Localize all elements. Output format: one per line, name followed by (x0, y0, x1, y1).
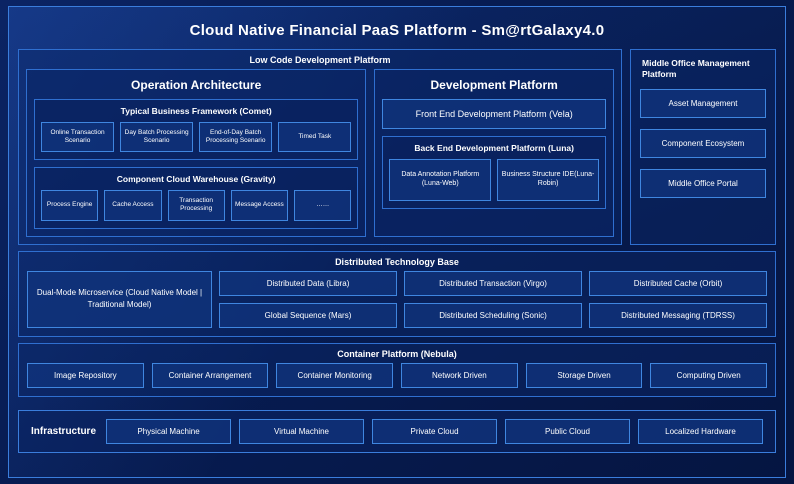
chip-physical-machine[interactable]: Physical Machine (106, 419, 231, 444)
chip-distributed-cache[interactable]: Distributed Cache (Orbit) (589, 271, 767, 296)
chip-middle-office-portal[interactable]: Middle Office Portal (640, 169, 766, 198)
chip-asset-management[interactable]: Asset Management (640, 89, 766, 118)
operation-architecture-title: Operation Architecture (131, 78, 262, 92)
back-end-development-platform-title: Back End Development Platform (Luna) (414, 143, 574, 153)
distributed-column-2 (404, 271, 582, 328)
chip-dual-mode-microservice[interactable]: Dual-Mode Microservice (Cloud Native Model | Traditional Model) (27, 271, 212, 328)
middle-office-items (640, 89, 766, 235)
chip-distributed-scheduling[interactable]: Distributed Scheduling (Sonic) (404, 303, 582, 328)
low-code-platform-title: Low Code Development Platform (249, 55, 391, 65)
chip-localized-hardware[interactable]: Localized Hardware (638, 419, 763, 444)
low-code-platform-panel (18, 49, 622, 245)
diagram-body (18, 49, 776, 469)
distributed-column-3 (589, 271, 767, 328)
chip-business-structure-ide[interactable]: Business Structure IDE(Luna-Robin) (497, 159, 599, 201)
back-end-items (389, 159, 599, 201)
chip-distributed-data[interactable]: Distributed Data (Libra) (219, 271, 397, 296)
chip-image-repository[interactable]: Image Repository (27, 363, 144, 388)
chip-cache-access[interactable]: Cache Access (104, 190, 161, 220)
chip-end-of-day-batch-processing-scenario[interactable]: End-of-Day Batch Processing Scenario (199, 122, 272, 152)
typical-business-framework-group (34, 99, 358, 160)
chip-network-driven[interactable]: Network Driven (401, 363, 518, 388)
top-row (18, 49, 776, 245)
container-platform-panel (18, 343, 776, 397)
chip-private-cloud[interactable]: Private Cloud (372, 419, 497, 444)
chip-online-transaction-scenario[interactable]: Online Transaction Scenario (41, 122, 114, 152)
chip-timed-task[interactable]: Timed Task (278, 122, 351, 152)
diagram-frame (8, 6, 786, 478)
chip-process-engine[interactable]: Process Engine (41, 190, 98, 220)
typical-business-framework-items (41, 122, 351, 152)
page-title: Cloud Native Financial PaaS Platform - Sm@rtGalaxy4.0 (189, 22, 605, 39)
chip-more-ellipsis[interactable]: …… (294, 190, 351, 220)
infrastructure-items (106, 419, 763, 444)
component-cloud-warehouse-group (34, 167, 358, 228)
chip-container-arrangement[interactable]: Container Arrangement (152, 363, 269, 388)
distributed-column-1 (219, 271, 397, 328)
middle-office-title: Middle Office Management Platform (642, 58, 750, 80)
chip-container-monitoring[interactable]: Container Monitoring (276, 363, 393, 388)
distributed-technology-base-title: Distributed Technology Base (335, 256, 459, 267)
distributed-grid (27, 271, 767, 328)
chip-front-end-development-platform[interactable]: Front End Development Platform (Vela) (382, 99, 606, 129)
development-platform-panel (374, 69, 614, 237)
chip-component-ecosystem[interactable]: Component Ecosystem (640, 129, 766, 158)
chip-transaction-processing[interactable]: Transaction Processing (168, 190, 225, 220)
infrastructure-panel (18, 410, 776, 453)
low-code-inner (26, 69, 614, 237)
operation-architecture-panel (26, 69, 366, 237)
typical-business-framework-title: Typical Business Framework (Comet) (120, 106, 272, 116)
chip-computing-driven[interactable]: Computing Driven (650, 363, 767, 388)
distributed-columns (219, 271, 767, 328)
component-cloud-warehouse-items (41, 190, 351, 220)
container-platform-title: Container Platform (Nebula) (337, 348, 457, 359)
development-platform-title: Development Platform (430, 78, 558, 92)
back-end-development-platform-group (382, 136, 606, 209)
distributed-technology-base-panel (18, 251, 776, 337)
chip-distributed-messaging[interactable]: Distributed Messaging (TDRSS) (589, 303, 767, 328)
chip-virtual-machine[interactable]: Virtual Machine (239, 419, 364, 444)
chip-storage-driven[interactable]: Storage Driven (526, 363, 643, 388)
container-platform-items (27, 363, 767, 388)
chip-public-cloud[interactable]: Public Cloud (505, 419, 630, 444)
middle-office-panel (630, 49, 776, 245)
chip-global-sequence[interactable]: Global Sequence (Mars) (219, 303, 397, 328)
chip-distributed-transaction[interactable]: Distributed Transaction (Virgo) (404, 271, 582, 296)
chip-message-access[interactable]: Message Access (231, 190, 288, 220)
chip-data-annotation-platform[interactable]: Data Annotation Platform (Luna-Web) (389, 159, 491, 201)
chip-day-batch-processing-scenario[interactable]: Day Batch Processing Scenario (120, 122, 193, 152)
component-cloud-warehouse-title: Component Cloud Warehouse (Gravity) (116, 174, 276, 185)
infrastructure-label: Infrastructure (31, 425, 97, 437)
